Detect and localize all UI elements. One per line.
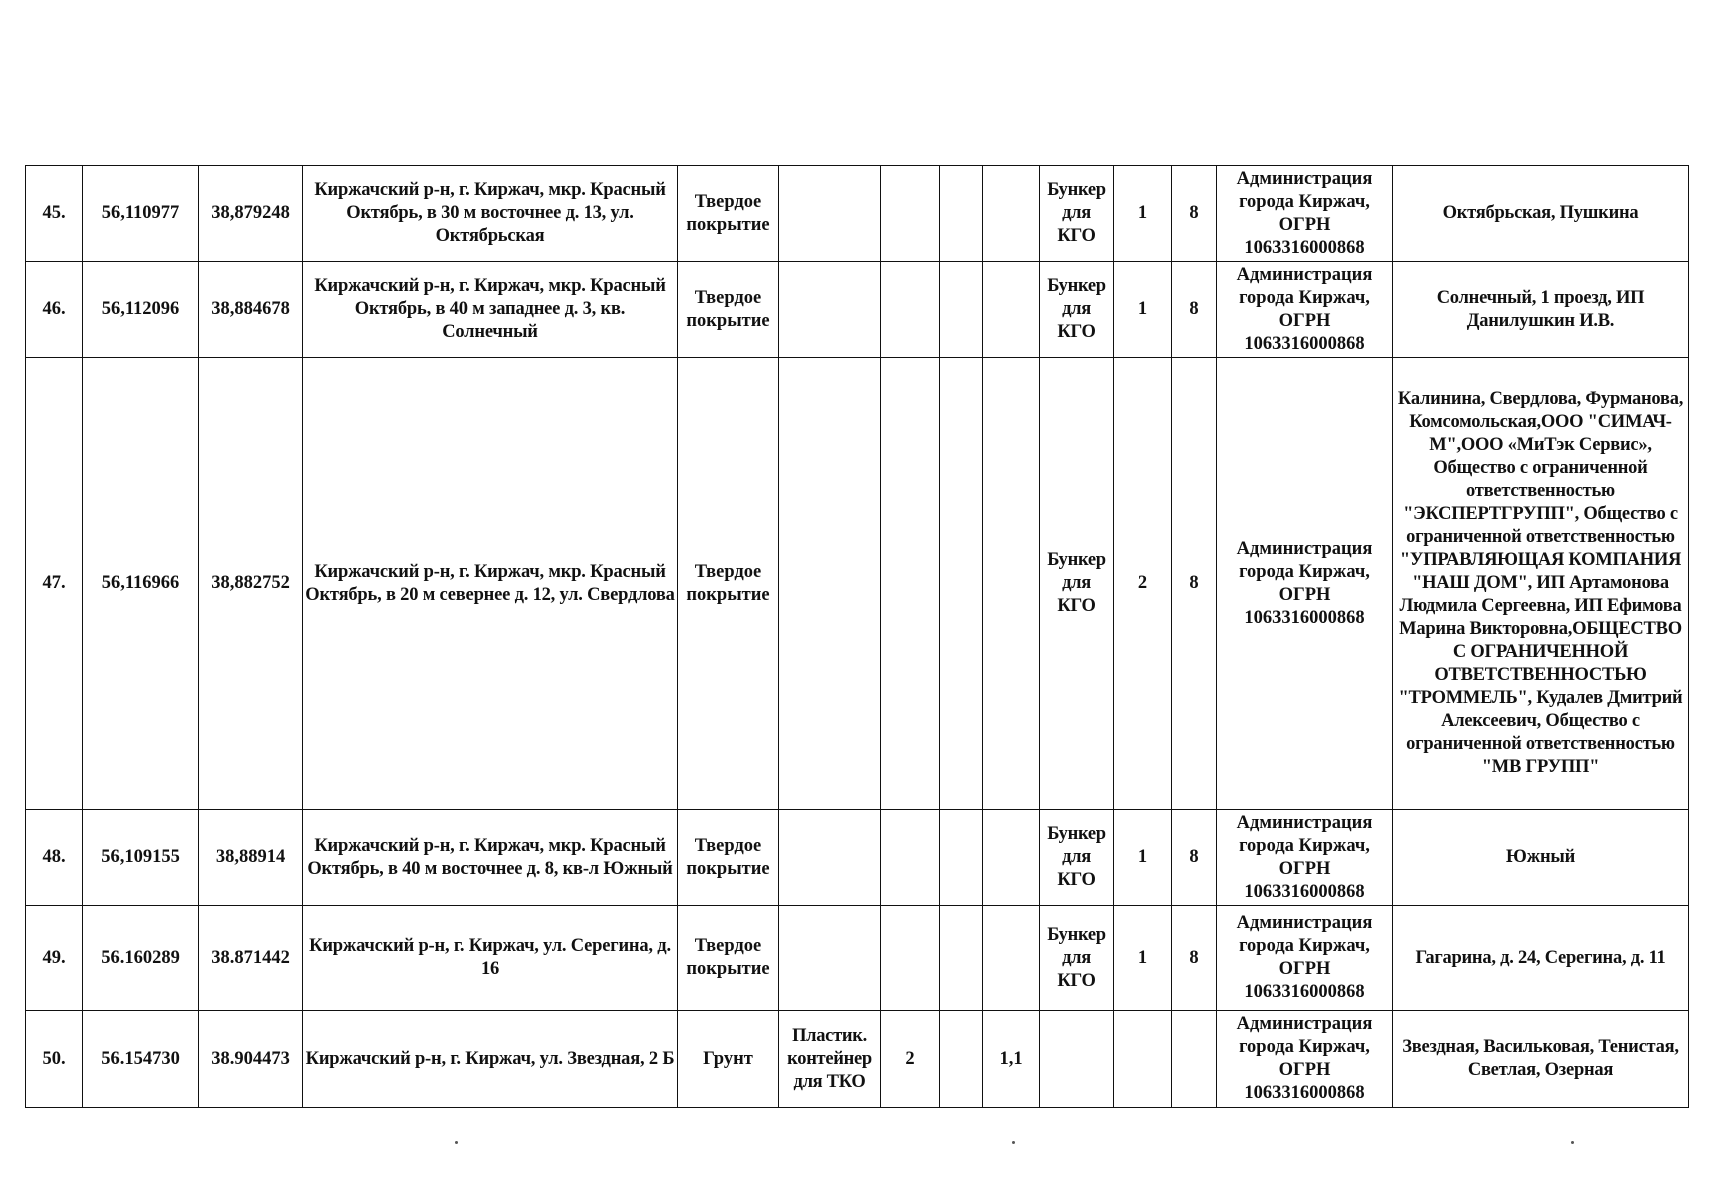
surface-type: Твердое покрытие [678,166,779,262]
container-type [779,262,881,358]
table-row [26,262,1689,358]
container-count [881,262,940,358]
container-count: 2 [881,1011,940,1108]
longitude: 38.871442 [199,906,303,1011]
container-count [881,810,940,906]
latitude: 56,109155 [83,810,199,906]
row-number: 49. [26,906,83,1011]
latitude: 56,116966 [83,358,199,810]
bunker-volume [1172,1011,1217,1108]
site-owner: Администрация города Киржач, ОГРН 1063316000868 [1217,262,1393,358]
longitude: 38,879248 [199,166,303,262]
bunker-count: 1 [1114,810,1172,906]
container-type [779,810,881,906]
waste-sources: Южный [1393,810,1689,906]
container-volume [983,810,1040,906]
site-address: Киржачский р-н, г. Киржач, ул. Звездная, 2 Б [303,1011,678,1108]
longitude: 38.904473 [199,1011,303,1108]
row-number: 47. [26,358,83,810]
longitude: 38,884678 [199,262,303,358]
container-volume: 1,1 [983,1011,1040,1108]
empty-cell [940,1011,983,1108]
surface-type: Твердое покрытие [678,262,779,358]
container-volume [983,906,1040,1011]
bunker-type: Бункер для КГО [1040,906,1114,1011]
longitude: 38,88914 [199,810,303,906]
table-row [26,810,1689,906]
empty-cell [940,166,983,262]
bunker-type [1040,1011,1114,1108]
bunker-type: Бункер для КГО [1040,262,1114,358]
site-address: Киржачский р-н, г. Киржач, мкр. Красный Октябрь, в 20 м севернее д. 12, ул. Свердлова [303,358,678,810]
waste-sources: Звездная, Васильковая, Тенистая, Светлая, Озерная [1393,1011,1689,1108]
bunker-type: Бункер для КГО [1040,166,1114,262]
row-number: 50. [26,1011,83,1108]
row-number: 46. [26,262,83,358]
scan-speck [1012,1141,1015,1144]
table-row [26,166,1689,262]
waste-sources: Гагарина, д. 24, Серегина, д. 11 [1393,906,1689,1011]
latitude: 56.154730 [83,1011,199,1108]
bunker-type: Бункер для КГО [1040,810,1114,906]
scan-speck [1571,1141,1574,1144]
row-number: 45. [26,166,83,262]
row-number: 48. [26,810,83,906]
container-type [779,166,881,262]
waste-sources: Солнечный, 1 проезд, ИП Данилушкин И.В. [1393,262,1689,358]
surface-type: Твердое покрытие [678,358,779,810]
bunker-type: Бункер для КГО [1040,358,1114,810]
latitude: 56,110977 [83,166,199,262]
empty-cell [940,906,983,1011]
container-type [779,358,881,810]
site-address: Киржачский р-н, г. Киржач, мкр. Красный Октябрь, в 30 м восточнее д. 13, ул. Октябрьская [303,166,678,262]
container-count [881,358,940,810]
site-owner: Администрация города Киржач, ОГРН 1063316000868 [1217,906,1393,1011]
bunker-count: 1 [1114,262,1172,358]
scan-speck [455,1141,458,1144]
surface-type: Грунт [678,1011,779,1108]
table-row [26,906,1689,1011]
waste-sites-table [25,165,1689,1108]
bunker-count [1114,1011,1172,1108]
site-owner: Администрация города Киржач, ОГРН 1063316000868 [1217,358,1393,810]
bunker-volume: 8 [1172,262,1217,358]
container-count [881,906,940,1011]
empty-cell [940,810,983,906]
container-type: Пластик. контейнер для ТКО [779,1011,881,1108]
site-owner: Администрация города Киржач, ОГРН 1063316000868 [1217,810,1393,906]
site-owner: Администрация города Киржач, ОГРН 1063316000868 [1217,166,1393,262]
bunker-volume: 8 [1172,906,1217,1011]
bunker-volume: 8 [1172,166,1217,262]
site-address: Киржачский р-н, г. Киржач, ул. Серегина, д. 16 [303,906,678,1011]
container-type [779,906,881,1011]
empty-cell [940,262,983,358]
bunker-count: 1 [1114,906,1172,1011]
latitude: 56,112096 [83,262,199,358]
container-volume [983,262,1040,358]
bunker-count: 2 [1114,358,1172,810]
latitude: 56.160289 [83,906,199,1011]
waste-sources: Калинина, Свердлова, Фурманова, Комсомольская,ООО "СИМАЧ-М",ООО «МиТэк Сервис», Общество с ограниченной ответственностью "ЭКСПЕРТГРУПП", Общество с ограниченной ответственностью "УПРАВЛЯЮЩАЯ КОМПАНИЯ "НАШ ДОМ", ИП Артамонова Людмила Сергеевна, ИП Ефимова Марина Викторовна,ОБЩЕСТВО С ОГРАНИЧЕННОЙ ОТВЕТСТВЕННОСТЬЮ "ТРОММЕЛЬ", Кудалев Дмитрий Алексеевич, Общество с ограниченной ответственностью "МВ ГРУПП" [1393,358,1689,810]
bunker-count: 1 [1114,166,1172,262]
site-owner: Администрация города Киржач, ОГРН 1063316000868 [1217,1011,1393,1108]
container-count [881,166,940,262]
site-address: Киржачский р-н, г. Киржач, мкр. Красный Октябрь, в 40 м западнее д. 3, кв. Солнечный [303,262,678,358]
surface-type: Твердое покрытие [678,906,779,1011]
bunker-volume: 8 [1172,810,1217,906]
site-address: Киржачский р-н, г. Киржач, мкр. Красный Октябрь, в 40 м восточнее д. 8, кв-л Южный [303,810,678,906]
table-row [26,1011,1689,1108]
bunker-volume: 8 [1172,358,1217,810]
surface-type: Твердое покрытие [678,810,779,906]
waste-sources: Октябрьская, Пушкина [1393,166,1689,262]
table-row [26,358,1689,810]
empty-cell [940,358,983,810]
container-volume [983,358,1040,810]
longitude: 38,882752 [199,358,303,810]
container-volume [983,166,1040,262]
